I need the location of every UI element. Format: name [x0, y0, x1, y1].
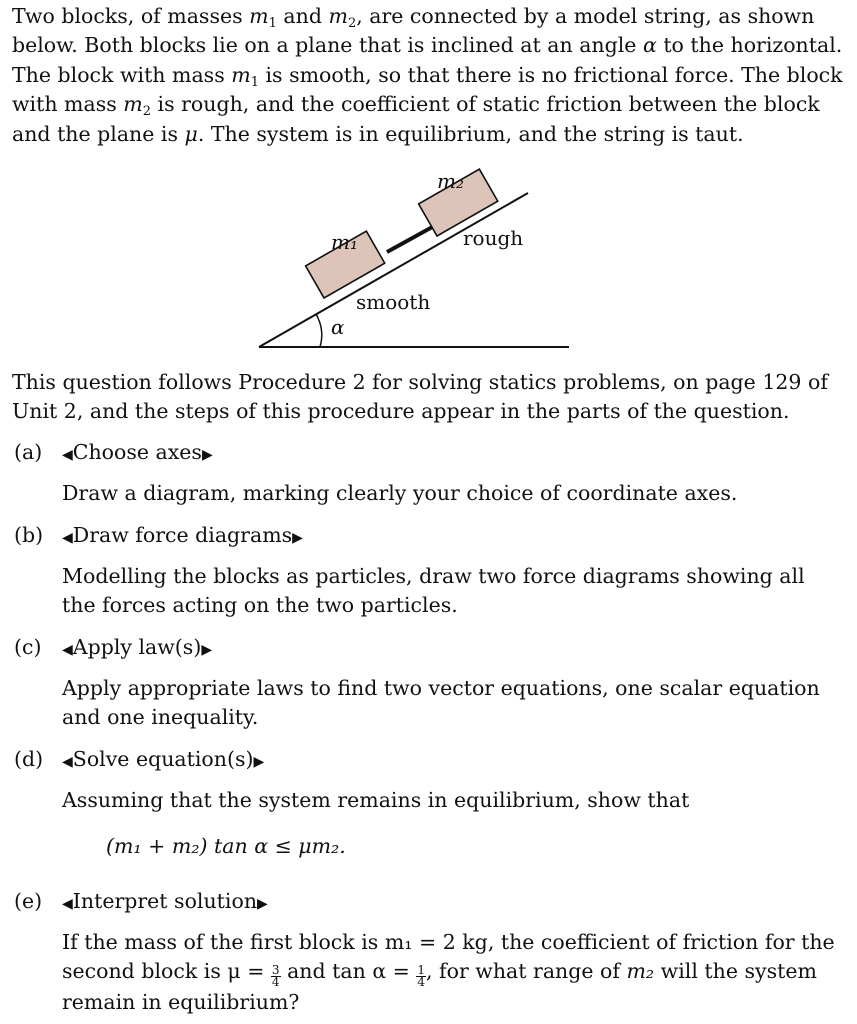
- part-e-body: If the mass of the first block is m₁ = 2 kg, the coefficient of friction for the second block is μ = $\frac{3}{4}$ and tan α = $\frac{1}{4}$ , for what range of m₂ will the system remain in equilibrium?: [62, 930, 835, 1015]
- left-triangle-icon: ◀: [62, 642, 73, 658]
- label-smooth: smooth: [356, 290, 431, 314]
- label-alpha: α: [331, 315, 345, 339]
- label-m1: m₁: [331, 230, 358, 254]
- label-rough: rough: [463, 226, 524, 250]
- part-c-header: [14, 635, 212, 659]
- part-label: (b): [14, 523, 44, 547]
- step-title: Solve equation(s): [72, 747, 254, 771]
- left-triangle-icon: ◀: [62, 447, 73, 463]
- angle-arc: [316, 314, 322, 347]
- fraction-three-quarters: $\frac{3}{4}$: [271, 963, 280, 990]
- part-a-header: [14, 440, 213, 464]
- left-triangle-icon: ◀: [62, 530, 73, 546]
- right-triangle-icon: ▶: [201, 447, 213, 463]
- part-b-header: [14, 523, 303, 547]
- part-label: (a): [14, 440, 43, 464]
- left-triangle-icon: ◀: [62, 754, 73, 770]
- part-label: (c): [14, 635, 42, 659]
- procedure-paragraph: This question follows Procedure 2 for solving statics problems, on page 129 of Unit 2, and the steps of this procedure appear in the parts of the question.: [12, 370, 828, 424]
- right-triangle-icon: ▶: [292, 530, 303, 546]
- step-title: Draw force diagrams: [72, 523, 293, 547]
- incline-line: [259, 193, 528, 347]
- left-triangle-icon: ◀: [62, 896, 73, 912]
- part-d-body: Assuming that the system remains in equilibrium, show that: [62, 788, 690, 812]
- step-title: Interpret solution: [72, 889, 258, 913]
- part-c-body: Apply appropriate laws to find two vector equations, one scalar equation and one inequality.: [62, 676, 820, 730]
- fraction-one-quarter: $\frac{1}{4}$: [417, 963, 426, 990]
- part-a-body: Draw a diagram, marking clearly your choice of coordinate axes.: [62, 481, 738, 505]
- part-label: (d): [14, 747, 44, 771]
- right-triangle-icon: ▶: [257, 896, 268, 912]
- step-title: Choose axes: [72, 440, 202, 464]
- part-b-body: Modelling the blocks as particles, draw two force diagrams showing all the forces acting on the two particles.: [62, 564, 805, 618]
- step-title: Apply law(s): [72, 635, 202, 659]
- inclined-plane-diagram: [0, 160, 857, 360]
- right-triangle-icon: ▶: [201, 642, 213, 658]
- m1-value: m₁ = 2 kg: [384, 930, 488, 954]
- part-e-header: [14, 889, 268, 913]
- equation-d: (m₁ + m₂) tan α ≤ μm₂.: [106, 834, 346, 858]
- intro-paragraph: Two blocks, of masses $m_1$ and $m_2$, are connected by a model string, as shown below. Both blocks lie on a plane that is inclined at an angle α to the horizontal. The block with mass $m_1$ is smooth, so that there is no frictional force. The block with mass $m_2$ is rough, and the coefficient of static friction between the block and the plane is μ. The system is in equilibrium, and the string is taut.: [12, 4, 843, 146]
- part-label: (e): [14, 889, 43, 913]
- right-triangle-icon: ▶: [253, 754, 265, 770]
- mu-value: μ =: [227, 959, 271, 984]
- part-d-header: [14, 747, 264, 771]
- label-m2: m₂: [437, 169, 464, 193]
- tan-alpha-value: tan α =: [332, 959, 417, 984]
